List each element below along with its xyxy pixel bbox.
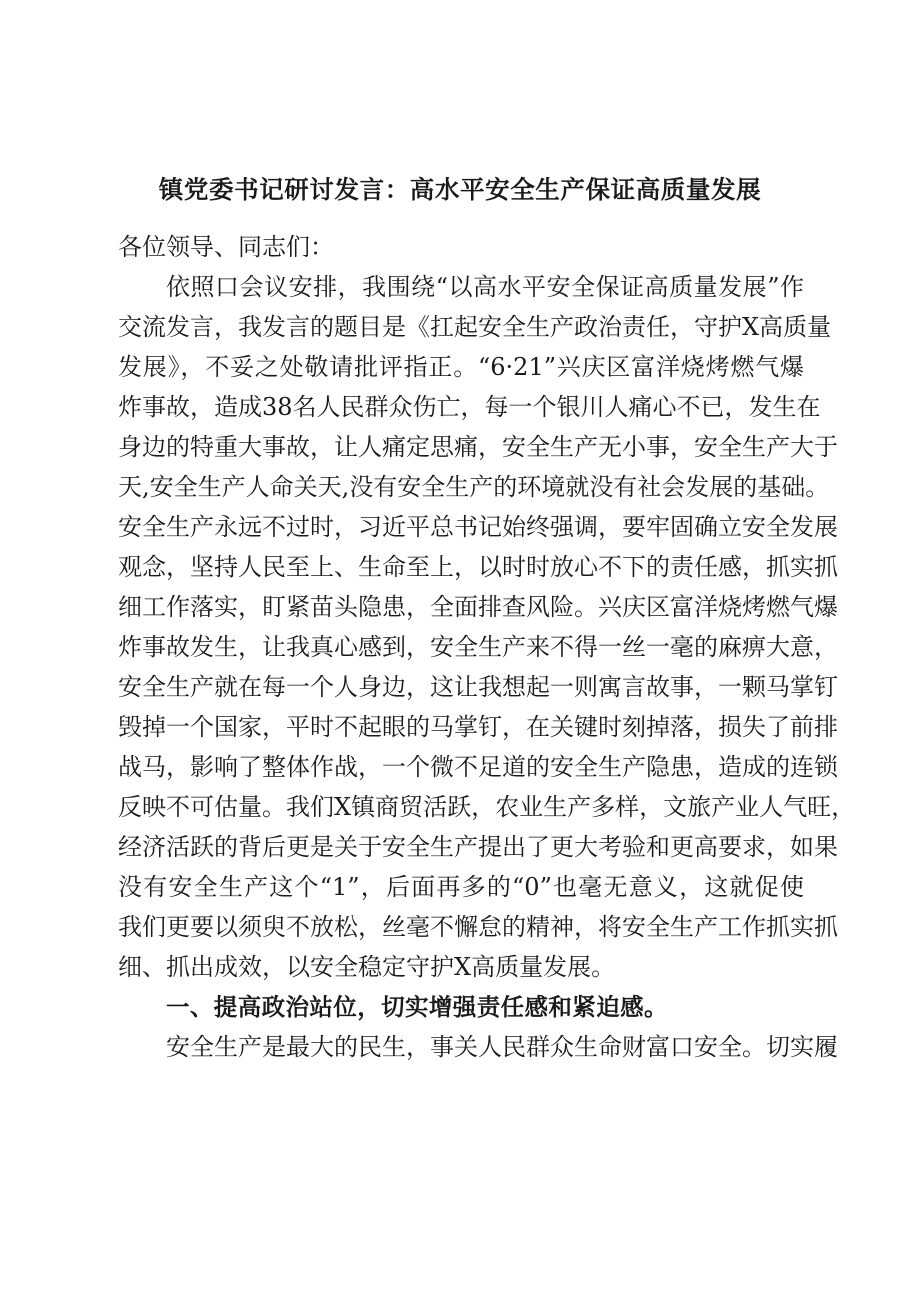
section-heading: 一、提高政治站位，切实增强责任感和紧迫感。 <box>166 993 668 1021</box>
paragraph-line: 细、抓出成效，以安全稳定守护X高质量发展。 <box>118 953 616 981</box>
paragraph-line: 观念，坚持人民至上、生命至上，以时时放心不下的责任感，抓实抓 <box>118 553 838 581</box>
paragraph-line: 我们更要以须臾不放松，丝毫不懈怠的精神，将安全生产工作抓实抓 <box>118 913 838 941</box>
paragraph-line: 没有安全生产这个“1”，后面再多的“0”也毫无意义，这就促使 <box>118 873 804 901</box>
paragraph-line: 炸事故发生，让我真心感到，安全生产来不得一丝一毫的麻痹大意， <box>118 633 838 661</box>
paragraph-line: 细工作落实，盯紧苗头隐患，全面排查风险。兴庆区富洋烧烤燃气爆 <box>118 593 838 621</box>
paragraph-line: 安全生产永远不过时，习近平总书记始终强调，要牢固确立安全发展 <box>118 513 838 541</box>
paragraph-line: 交流发言，我发言的题目是《扛起安全生产政治责任，守护X高质量 <box>118 313 832 341</box>
document-title: 镇党委书记研讨发言：高水平安全生产保证高质量发展 <box>158 175 762 204</box>
paragraph-line: 毁掉一个国家，平时不起眼的马掌钉，在关键时刻掉落，损失了前排 <box>118 713 838 741</box>
paragraph-line: 战马，影响了整体作战，一个微不足道的安全生产隐患，造成的连锁 <box>118 753 838 781</box>
paragraph-line: 经济活跃的背后更是关于安全生产提出了更大考验和更高要求，如果 <box>118 833 838 861</box>
paragraph-line: 炸事故，造成38名人民群众伤亡，每一个银川人痛心不已，发生在 <box>118 393 821 421</box>
salutation: 各位领导、同志们： <box>118 233 334 261</box>
paragraph-line: 安全生产就在每一个人身边，这让我想起一则寓言故事，一颗马掌钉 <box>118 673 838 701</box>
paragraph-line: 安全生产是最大的民生，事关人民群众生命财富口安全。切实履 <box>166 1033 838 1061</box>
paragraph-line: 反映不可估量。我们X镇商贸活跃，农业生产多样，文旅产业人气旺， <box>118 793 856 821</box>
paragraph-line: 依照口会议安排，我围绕“以高水平安全保证高质量发展”作 <box>166 273 804 301</box>
paragraph-line: 发展》，不妥之处敬请批评指正。“6·21”兴庆区富洋烧烤燃气爆 <box>118 353 804 381</box>
paragraph-line: 身边的特重大事故，让人痛定思痛，安全生产无小事，安全生产大于 <box>118 433 838 461</box>
paragraph-line: 天,安全生产人命关天,没有安全生产的环境就没有社会发展的基础。 <box>118 473 830 501</box>
